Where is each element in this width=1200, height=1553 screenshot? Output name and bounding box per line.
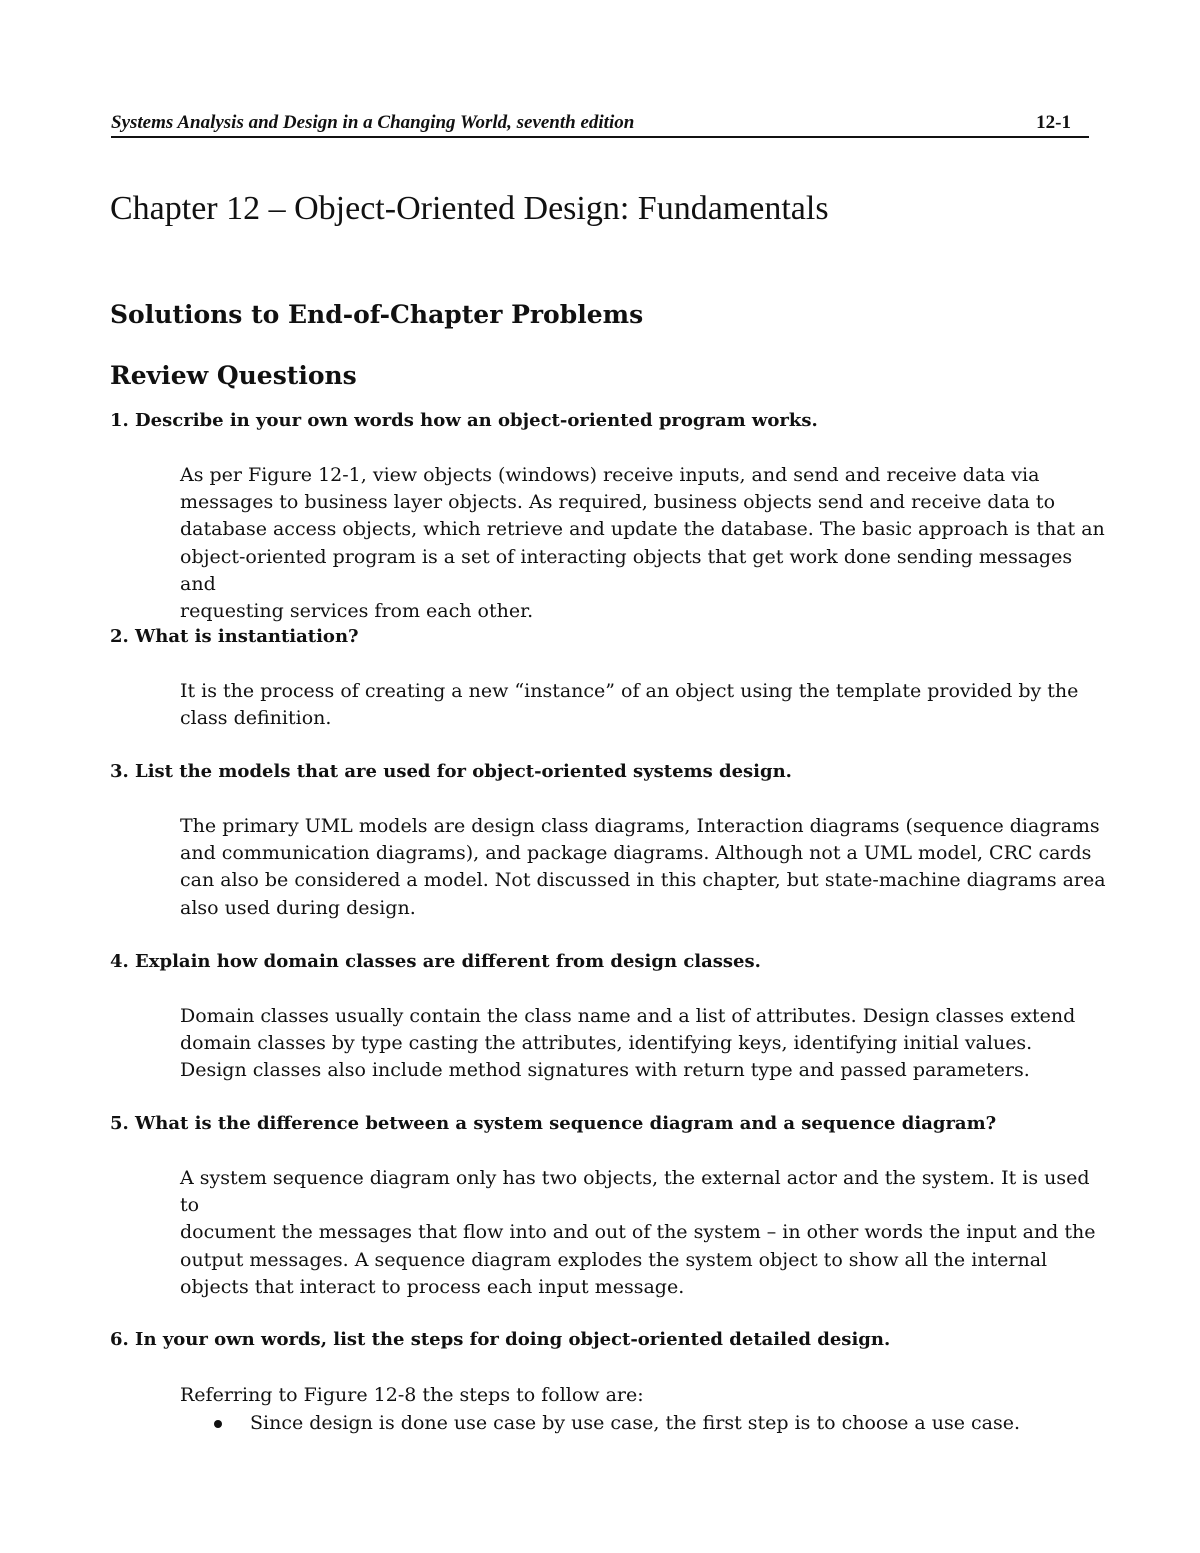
book-title: Systems Analysis and Design in a Changing World, seventh edition (111, 112, 635, 133)
question-2: 2. What is instantiation? (110, 626, 359, 647)
bullet-icon (214, 1420, 222, 1428)
question-3: 3. List the models that are used for object-oriented systems design. (110, 761, 792, 782)
running-header (111, 112, 1089, 138)
answer-2: It is the process of creating a new “instance” of an object using the template provided by the class definition. (180, 680, 1079, 730)
answer-6: Referring to Figure 12-8 the steps to follow are: (180, 1384, 644, 1406)
subsection-title: Review Questions (110, 361, 357, 390)
list-item-text: Since design is done use case by use case, the first step is to choose a use case. (250, 1412, 1021, 1434)
question-5: 5. What is the difference between a system sequence diagram and a sequence diagram? (110, 1113, 997, 1134)
page-number: 12-1 (1036, 112, 1071, 133)
answer-1: As per Figure 12-1, view objects (windows) receive inputs, and send and receive data via messages to business layer objects. As required, business objects send and receive data to database access objects, which retrieve and update the database. The basic approach is that an object-oriented program is a set of interacting objects that get work done sending messages and requesting services from each other. (180, 464, 1105, 623)
question-4: 4. Explain how domain classes are different from design classes. (110, 951, 761, 972)
answer-3: The primary UML models are design class diagrams, Interaction diagrams (sequence diagrams and communication diagrams), and package diagrams. Although not a UML model, CRC cards can also be considered a model. Not discussed in this chapter, but state-machine diagrams area also used during design. (180, 815, 1106, 919)
answer-4: Domain classes usually contain the class name and a list of attributes. Design classes extend domain classes by type casting the attributes, identifying keys, identifying initial values. Design classes also include method signatures with return type and passed parameters. (180, 1005, 1076, 1082)
section-title: Solutions to End-of-Chapter Problems (110, 300, 644, 329)
chapter-title: Chapter 12 – Object-Oriented Design: Fundamentals (110, 190, 829, 227)
list-item (180, 1410, 1020, 1437)
steps-list (180, 1410, 1020, 1437)
answer-5: A system sequence diagram only has two objects, the external actor and the system. It is used to document the messages that flow into and out of the system – in other words the input and the output messages. A sequence diagram explodes the system object to show all the internal objects that interact to process each input message. (180, 1167, 1096, 1298)
question-6: 6. In your own words, list the steps for doing object-oriented detailed design. (110, 1329, 891, 1350)
question-1: 1. Describe in your own words how an object-oriented program works. (110, 410, 818, 431)
